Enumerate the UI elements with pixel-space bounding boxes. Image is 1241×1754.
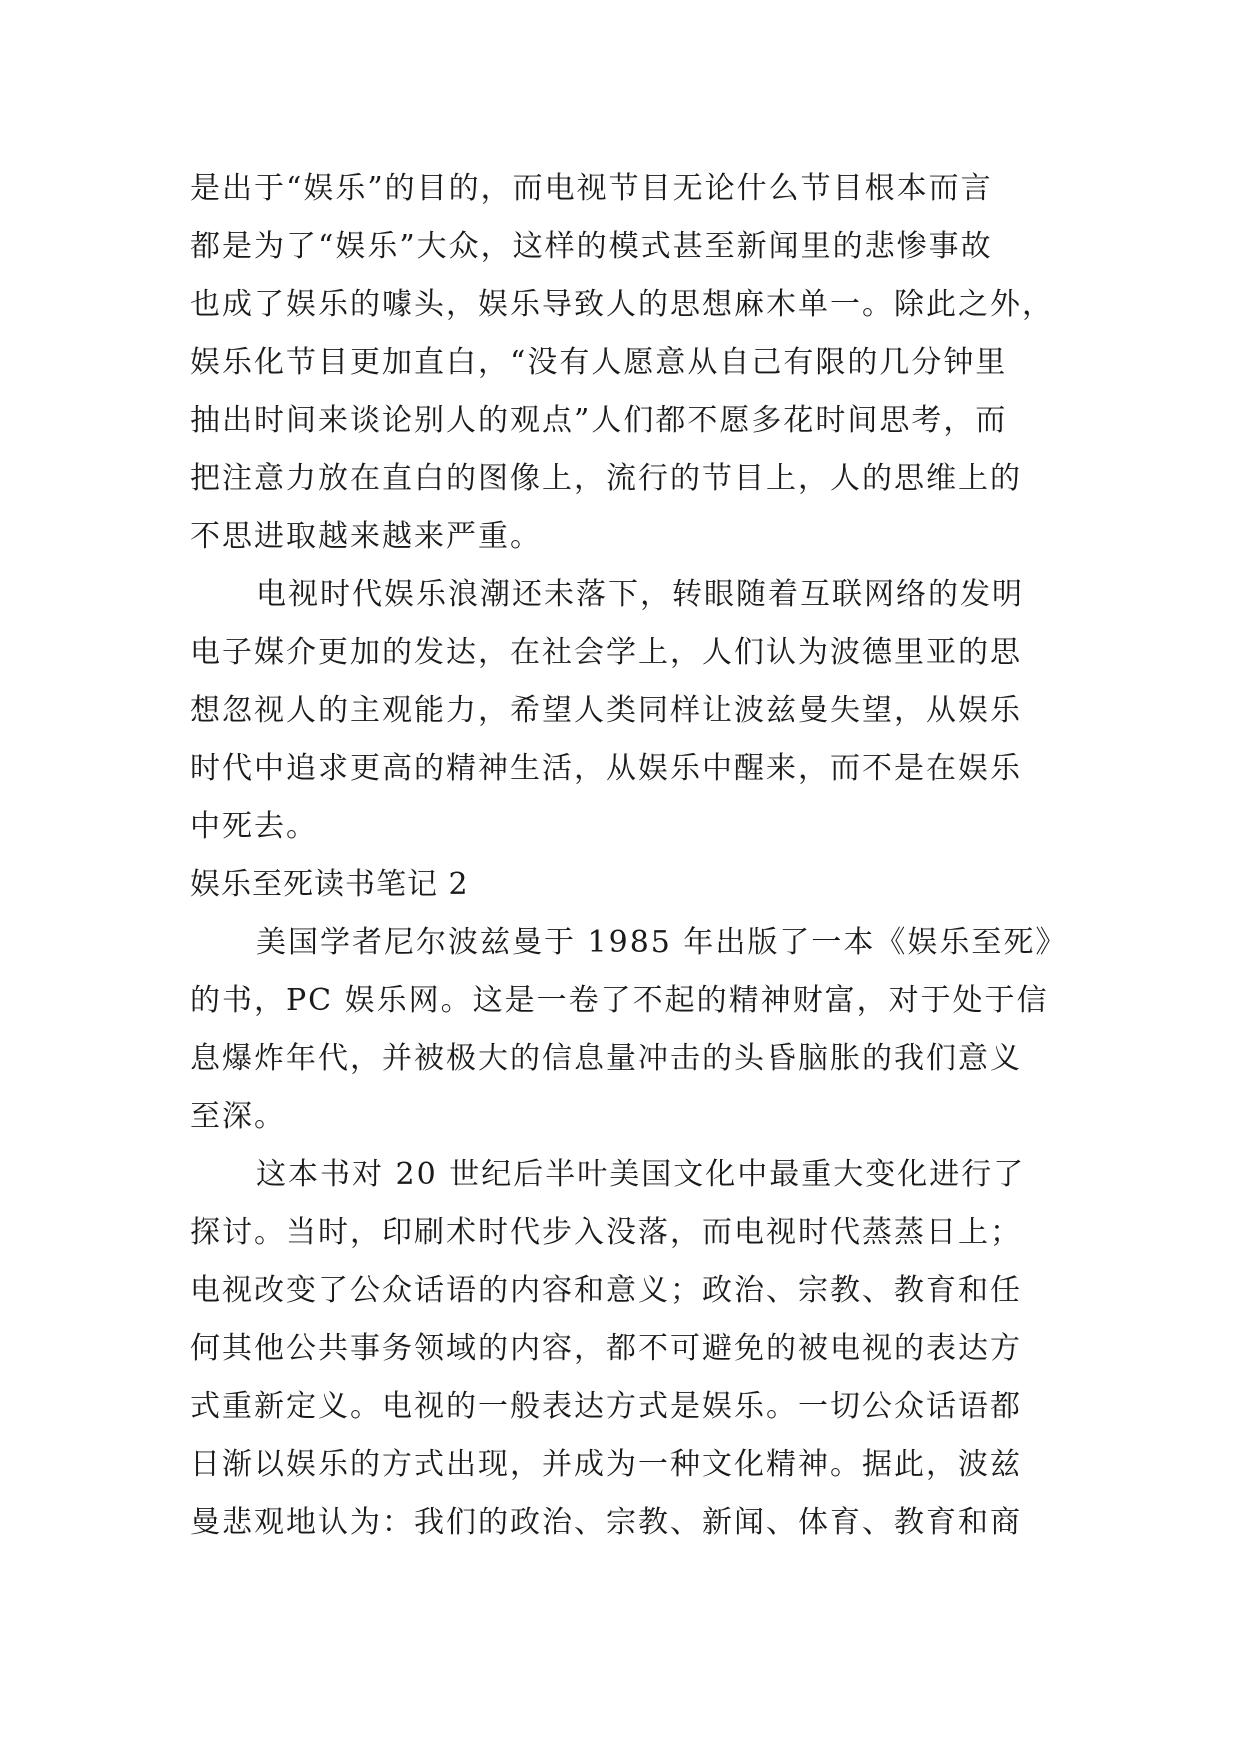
text-line: 息爆炸年代，并被极大的信息量冲击的头昏脑胀的我们意义 (190, 1041, 1022, 1076)
paragraph (190, 914, 1070, 1146)
text-line: 抽出时间来谈论别人的观点”人们都不愿多花时间思考，而 (190, 403, 1008, 438)
paragraph (190, 1146, 1070, 1552)
text-line: 这本书对 20 世纪后半叶美国文化中最重大变化进行了 (256, 1157, 1026, 1192)
text-line: 都是为了“娱乐”大众，这样的模式甚至新闻里的悲惨事故 (190, 229, 993, 264)
text-line: 时代中追求更高的精神生活，从娱乐中醒来，而不是在娱乐 (190, 751, 1022, 786)
text-line: 探讨。当时，印刷术时代步入没落，而电视时代蒸蒸日上； (190, 1215, 1022, 1250)
paragraph (190, 160, 1070, 566)
text-line: 至深。 (190, 1099, 286, 1134)
text-line: 电视改变了公众话语的内容和意义；政治、宗教、教育和任 (190, 1273, 1022, 1308)
text-line: 电视时代娱乐浪潮还未落下，转眼随着互联网络的发明 (256, 577, 1024, 612)
document-body (190, 160, 1070, 1552)
paragraph (190, 566, 1070, 856)
text-line: 中死去。 (190, 809, 318, 844)
text-line: 想忽视人的主观能力，希望人类同样让波兹曼失望，从娱乐 (190, 693, 1022, 728)
section-heading: 娱乐至死读书笔记 2 (190, 867, 469, 902)
text-line: 何其他公共事务领域的内容，都不可避免的被电视的表达方 (190, 1331, 1022, 1366)
text-line: 日渐以娱乐的方式出现，并成为一种文化精神。据此，波兹 (190, 1447, 1022, 1482)
text-line: 式重新定义。电视的一般表达方式是娱乐。一切公众话语都 (190, 1389, 1022, 1424)
text-line: 娱乐化节目更加直白，“没有人愿意从自己有限的几分钟里 (190, 345, 1008, 380)
text-line: 把注意力放在直白的图像上，流行的节目上，人的思维上的 (190, 461, 1022, 496)
text-line: 不思进取越来越来严重。 (190, 519, 542, 554)
text-line: 的书，PC 娱乐网。这是一卷了不起的精神财富，对于处于信 (190, 983, 1049, 1018)
text-line: 曼悲观地认为：我们的政治、宗教、新闻、体育、教育和商 (190, 1505, 1022, 1540)
text-line: 电子媒介更加的发达，在社会学上，人们认为波德里亚的思 (190, 635, 1022, 670)
text-line: 美国学者尼尔波兹曼于 1985 年出版了一本《娱乐至死》 (256, 925, 1068, 960)
text-line: 是出于“娱乐”的目的，而电视节目无论什么节目根本而言 (190, 171, 993, 206)
text-line: 也成了娱乐的噱头，娱乐导致人的思想麻木单一。除此之外， (190, 287, 1054, 322)
